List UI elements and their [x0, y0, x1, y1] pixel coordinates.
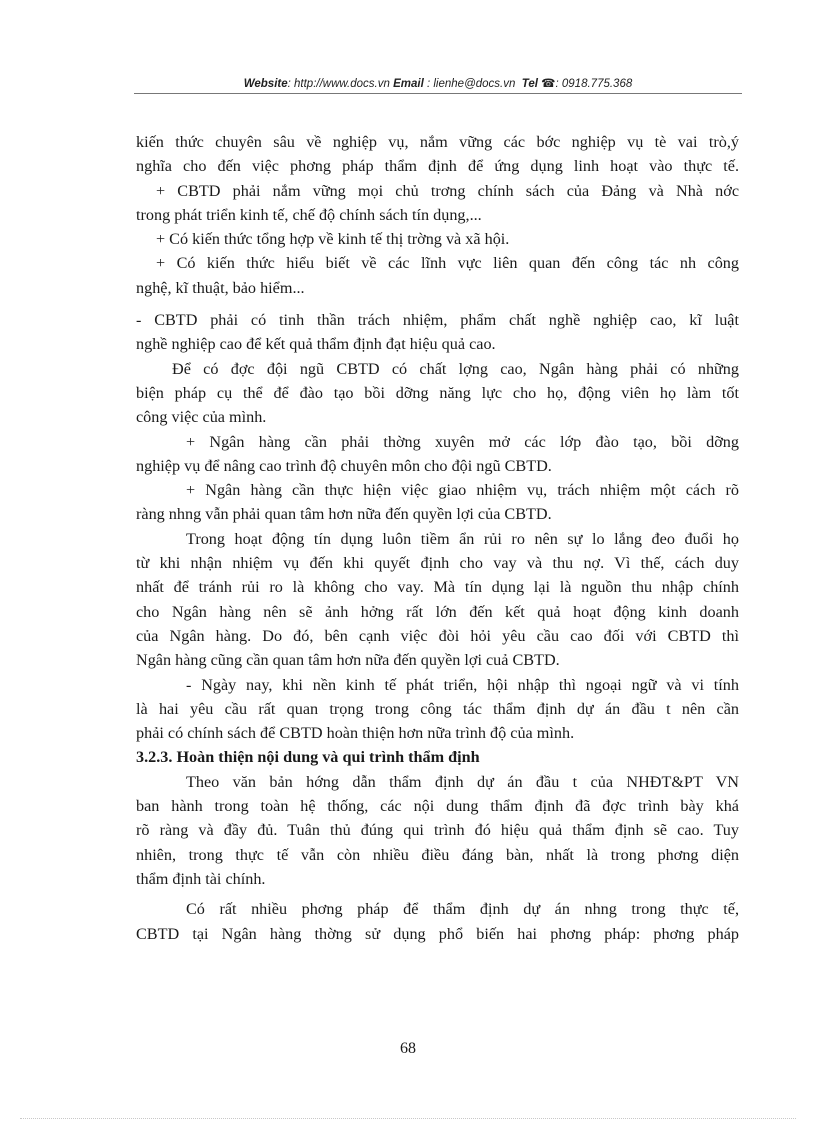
text-line: - Ngày nay, khi nền kinh tế phát triển, hội nhập thì ngoại ngữ và vi tính	[186, 675, 739, 694]
tel-number: : 0918.775.368	[555, 78, 633, 90]
page-number: 68	[400, 1040, 416, 1057]
section-heading: 3.2.3. Hoàn thiện nội dung và qui trình thẩm định	[136, 748, 480, 767]
text-line: nghệ, kĩ thuật, bảo hiểm...	[136, 278, 305, 297]
text-line: thẩm định tài chính.	[136, 869, 266, 888]
text-line: + Ngân hàng cần thực hiện việc giao nhiệm vụ, trách nhiệm một cách rõ	[186, 481, 739, 500]
body-text	[136, 130, 739, 946]
phone-icon: ☎	[541, 78, 556, 90]
text-line: nghiệp vụ để nâng cao trình độ chuyên môn cho đội ngũ CBTD.	[136, 456, 552, 475]
text-line: cho Ngân hàng nên sẽ ảnh hởng rất lớn đến kết quả hoạt động kinh doanh	[136, 602, 739, 621]
text-line: CBTD tại Ngân hàng thờng sử dụng phổ biến hai phơng pháp: phơng pháp	[136, 924, 739, 943]
footer-divider	[20, 1118, 796, 1119]
text-line: nhiên, trong thực tế vẫn còn nhiều điều đáng bàn, nhất là trong phơng diện	[136, 845, 739, 864]
website-url: : http://www.docs.vn	[287, 78, 390, 90]
text-line: Để có đợc đội ngũ CBTD có chất lợng cao, Ngân hàng phải có những	[172, 359, 739, 378]
page-header	[136, 76, 740, 90]
text-line: Theo văn bản hớng dẫn thẩm định dự án đầu t của NHĐT&PT VN	[186, 772, 739, 791]
text-line: phải có chính sách để CBTD hoàn thiện hơn nữa trình độ của mình.	[136, 724, 575, 743]
text-line: Trong hoạt động tín dụng luôn tiềm ẩn rủi ro nên sự lo lắng đeo đuổi họ	[186, 529, 739, 548]
text-line: từ khi nhận nhiệm vụ đến khi quyết định cho vay và thu nợ. Vì thế, cách duy	[136, 554, 739, 573]
text-line: + Có kiến thức tổng hợp về kinh tế thị trờng và xã hội.	[156, 230, 510, 249]
email-address: : lienhe@docs.vn	[426, 78, 516, 90]
text-line: công việc của mình.	[136, 408, 267, 427]
text-line: Có rất nhiều phơng pháp để thẩm định dự án nhng trong thực tế,	[186, 900, 739, 919]
email-label: Email	[393, 78, 424, 90]
text-line: ban hành trong toàn hệ thống, các nội dung thẩm định đã đợc trình bày khá	[136, 797, 739, 816]
text-line: rõ ràng và đầy đủ. Tuân thủ đúng qui trình đó hiệu quả thẩm định sẽ cao. Tuy	[136, 821, 739, 840]
text-line: ràng nhng vẫn phải quan tâm hơn nữa đến quyền lợi của CBTD.	[136, 505, 552, 524]
tel-label: Tel	[521, 78, 538, 90]
text-line: + Có kiến thức hiểu biết về các lĩnh vực liên quan đến công tác nh công	[156, 254, 739, 273]
text-line: nghĩa cho đến việc phơng pháp thẩm định để ứng dụng linh hoạt vào thực tế.	[136, 157, 739, 176]
text-line: là hai yêu cầu rất quan trọng trong công tác thẩm định dự án đầu t nên cần	[136, 699, 739, 718]
website-label: Website	[243, 78, 288, 90]
text-line: kiến thức chuyên sâu về nghiệp vụ, nắm vững các bớc nghiệp vụ tè vai trò,ý	[136, 133, 739, 151]
text-line: của Ngân hàng. Do đó, bên cạnh việc đòi hỏi yêu cầu cao đối với CBTD thì	[136, 626, 739, 645]
text-line: trong phát triển kinh tế, chế độ chính sách tín dụng,...	[136, 205, 482, 224]
text-line: nghề nghiệp cao để kết quả thẩm định đạt hiệu quả cao.	[136, 335, 496, 354]
text-line: Ngân hàng cũng cần quan tâm hơn nữa đến quyền lợi cuả CBTD.	[136, 651, 560, 670]
text-line: nhất để tránh rủi ro là không cho vay. Mà tín dụng lại là nguồn thu nhập chính	[136, 578, 739, 597]
text-line: + Ngân hàng cần phải thờng xuyên mở các lớp đào tạo, bồi dỡng	[186, 432, 739, 451]
text-line: + CBTD phải nắm vững mọi chủ trơng chính sách của Đảng và Nhà nớc	[156, 181, 739, 200]
text-line: - CBTD phải có tinh thần trách nhiệm, phẩm chất nghề nghiệp cao, kĩ luật	[136, 311, 739, 330]
header-divider	[134, 93, 742, 94]
text-line: biện pháp cụ thể để đào tạo bồi dỡng năng lực cho họ, động viên họ làm tốt	[136, 383, 739, 402]
